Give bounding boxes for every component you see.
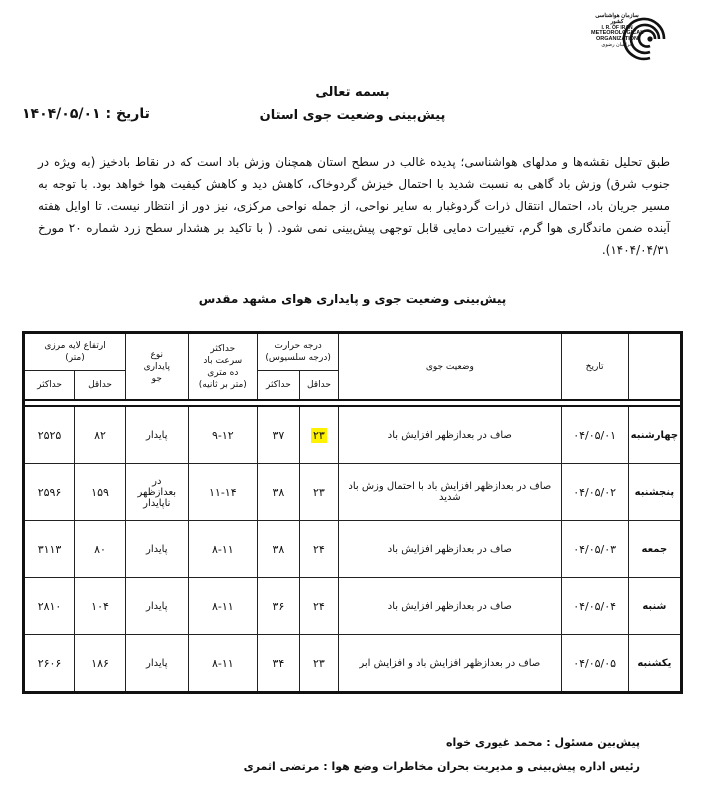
table-row	[24, 578, 682, 635]
stability-cell: در بعدازظهر ناپایدار	[126, 464, 189, 521]
mix-max-cell: ۲۵۹۶	[24, 464, 75, 521]
mix-min-cell: ۱۰۴	[75, 578, 126, 635]
date-cell: ۰۴/۰۵/۰۵	[561, 635, 628, 693]
header-weather: وضعیت جوی	[339, 333, 561, 401]
temp-max-cell: ۳۷	[258, 406, 300, 464]
basmala: بسمه تعالی	[315, 85, 390, 100]
mix-max-cell: ۲۶۰۶	[24, 635, 75, 693]
weather-cell: صاف در بعدازظهر افزایش باد با احتمال وزش باد شدید	[339, 464, 561, 521]
weather-cell: صاف در بعدازظهر افزایش باد و افزایش ابر	[339, 635, 561, 693]
issue-date: تاریخ : ۱۴۰۴/۰۵/۰۱	[22, 106, 150, 122]
date-cell: ۰۴/۰۵/۰۲	[561, 464, 628, 521]
stability-cell: پایدار	[126, 635, 189, 693]
date-cell: ۰۴/۰۵/۰۴	[561, 578, 628, 635]
page-title: پیش‌بینی وضعیت جوی استان	[259, 108, 446, 123]
mix-min-cell: ۱۵۹	[75, 464, 126, 521]
stability-cell: پایدار	[126, 521, 189, 578]
day-cell: شنبه	[628, 578, 681, 635]
mix-max-cell: ۳۱۱۳	[24, 521, 75, 578]
day-cell: یکشنبه	[628, 635, 681, 693]
temp-max-cell: ۳۸	[258, 464, 300, 521]
header-date: تاریخ	[561, 333, 628, 401]
date-cell: ۰۴/۰۵/۰۳	[561, 521, 628, 578]
forecast-paragraph: طبق تحلیل نقشه‌ها و مدلهای هواشناسی؛ پدیده غالب در سطح استان همچنان وزش باد است که در نقاط بادخیز (به ویژه در جنوب شرق) وزش باد گاهی به نسبت شدید با احتمال خیزش گردوخاک، کاهش دید و کاهش کیفیت هوا خواهد بود. با توجه به مسیر جریان باد، احتمال انتقال ذرات گردوغبار به سایر نواحی، از جمله نواحی مرکزی، نیز دور از انتظار نیست. تا اوایل هفته آینده ضمن ماندگاری هوا گرم، تغییرات دمایی قابل توجهی پیش‌بینی نمی شود. ( با تاکید بر هشدار سطح زرد شماره ۲۰ مورخ ۱۴۰۴/۰۴/۳۱).	[38, 155, 671, 257]
forecast-table	[22, 331, 683, 694]
wind-cell: ۱۱-۱۴	[188, 464, 258, 521]
department-head: رئیس اداره پیش‌بینی و مدیریت بحران مخاطرات وضع هوا : مرتضی اثمری	[243, 760, 640, 773]
mix-min-cell: ۸۰	[75, 521, 126, 578]
table-row	[24, 635, 682, 693]
logo-line-country: I. R. OF IRAN	[601, 24, 633, 31]
day-cell: چهارشنبه	[628, 406, 681, 464]
stability-cell: پایدار	[126, 406, 189, 464]
header-day	[628, 333, 681, 401]
table-row	[24, 464, 682, 521]
day-cell: جمعه	[628, 521, 681, 578]
header-temp-min: حداقل	[299, 371, 338, 401]
logo-text	[591, 14, 643, 49]
logo-line-organization: ORGANIZATION	[595, 35, 639, 42]
header-mix-max: حداکثر	[24, 371, 75, 401]
mix-min-cell: ۸۲	[75, 406, 126, 464]
logo-line-province: خراسان رضوی	[601, 42, 633, 49]
mix-max-cell: ۲۵۲۵	[24, 406, 75, 464]
stability-cell: پایدار	[126, 578, 189, 635]
temp-min-cell	[299, 406, 338, 464]
temp-min-cell: ۲۴	[299, 521, 338, 578]
wind-cell: ۸-۱۱	[188, 578, 258, 635]
header-temp-max: حداکثر	[258, 371, 300, 401]
wind-cell: ۸-۱۱	[188, 521, 258, 578]
header-wind: حداکثر سرعت باد ده متری (متر بر ثانیه)	[188, 333, 258, 401]
header-boundary-layer: ارتفاع لایه مرزی (متر)	[24, 333, 126, 371]
table-row	[24, 521, 682, 578]
weather-cell: صاف در بعدازظهر افزایش باد	[339, 521, 561, 578]
temp-min-cell: ۲۳	[299, 635, 338, 693]
temp-max-cell: ۳۴	[258, 635, 300, 693]
forecaster-name: پیش‌بین مسئول : محمد غیوری خواه	[445, 736, 640, 749]
mix-max-cell: ۲۸۱۰	[24, 578, 75, 635]
weather-cell: صاف در بعدازظهر افزایش باد	[339, 406, 561, 464]
temp-min-cell: ۲۳	[299, 464, 338, 521]
logo-line-meteorological: METEOROLOGICAL	[591, 29, 644, 36]
logo-line-fa: سازمان هواشناسی کشور	[595, 13, 639, 25]
table-title: پیش‌بینی وضعیت جوی و پایداری هوای مشهد مقدس	[198, 292, 507, 306]
day-cell: پنجشنبه	[628, 464, 681, 521]
temp-min-cell: ۲۴	[299, 578, 338, 635]
wind-cell: ۹-۱۲	[188, 406, 258, 464]
wind-cell: ۸-۱۱	[188, 635, 258, 693]
header-mix-min: حداقل	[75, 371, 126, 401]
header-stability: نوع پایداری جو	[126, 333, 189, 401]
highlighted-value: ۲۳	[313, 428, 325, 442]
weather-cell: صاف در بعدازظهر افزایش باد	[339, 578, 561, 635]
mix-min-cell: ۱۸۶	[75, 635, 126, 693]
table-row	[24, 406, 682, 464]
header-temperature: درجه حرارت (درجه سلسیوس)	[258, 333, 339, 371]
temp-max-cell: ۳۸	[258, 521, 300, 578]
date-cell: ۰۴/۰۵/۰۱	[561, 406, 628, 464]
temp-max-cell: ۳۶	[258, 578, 300, 635]
